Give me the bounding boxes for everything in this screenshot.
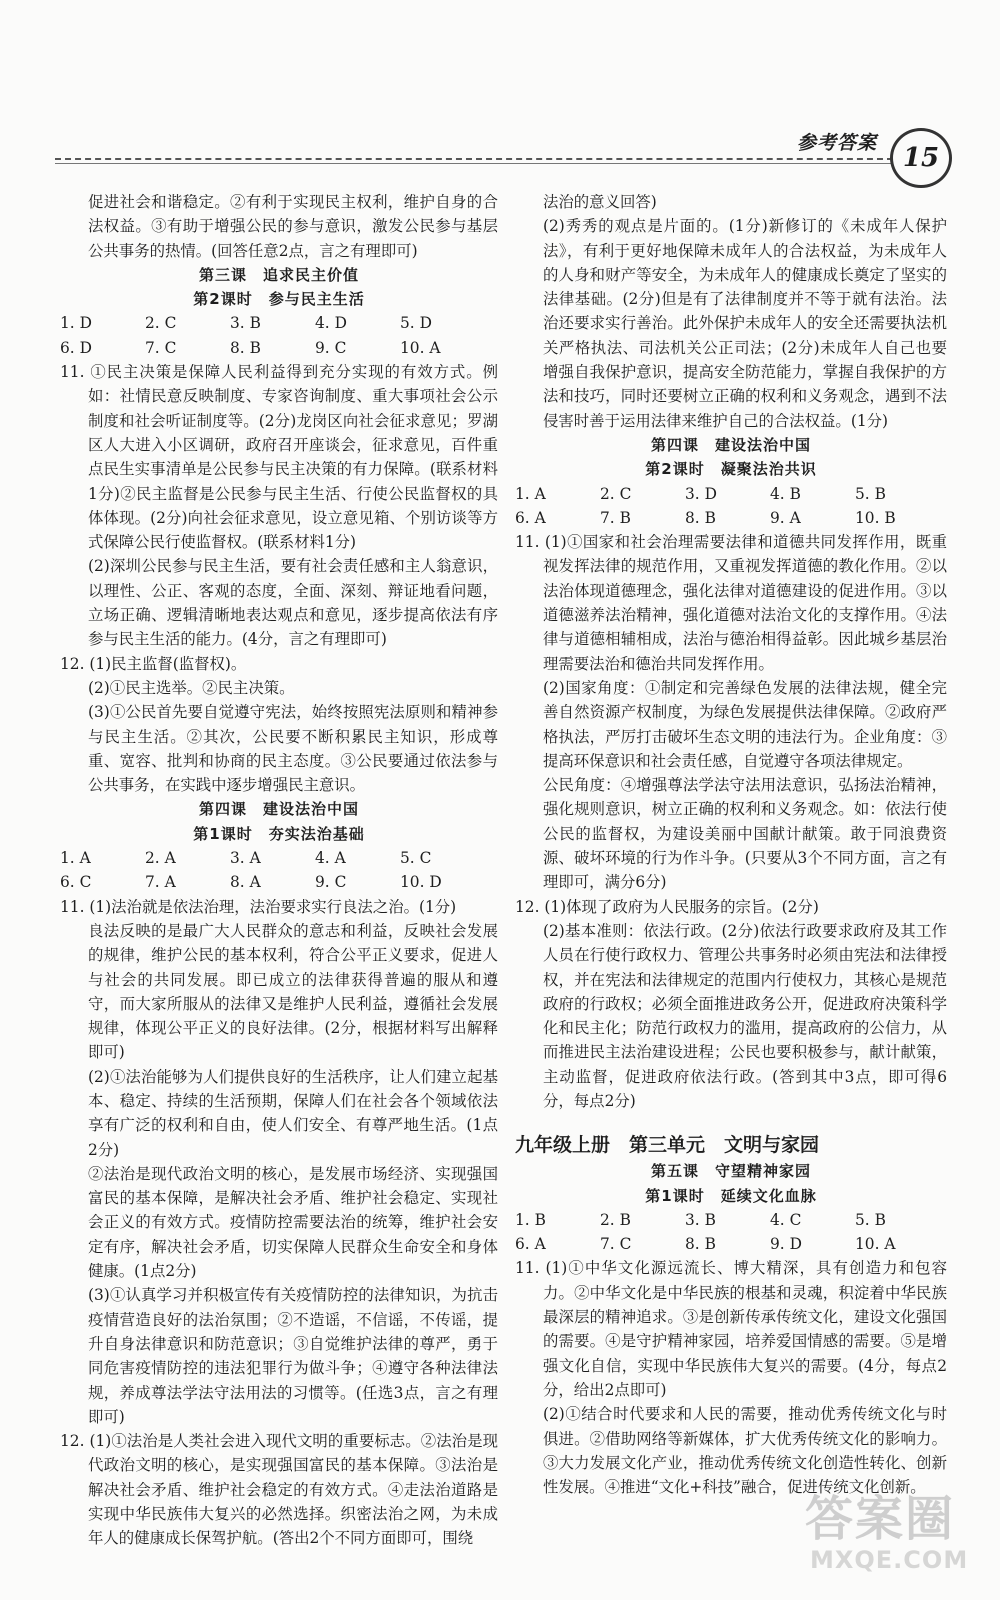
- answer-paragraph: 公民角度：④增强尊法学法守法用法意识，弘扬法治精神，强化规则意识，树立正确的权利和义务观念。如：依法行使公民的监督权，为建设美丽中国献计献策。敢于同浪费资源、破坏环境的行为作斗争。(只要从3个不同方面，言之有理即可，满分6分): [543, 776, 947, 892]
- answer: 10. D: [400, 873, 442, 892]
- answer-row: [60, 336, 498, 360]
- answer-row: [515, 1208, 947, 1232]
- watermark-brand: 答案圈: [805, 1491, 956, 1547]
- answer: 9. C: [315, 338, 347, 357]
- answer: 1. A: [515, 484, 546, 503]
- header-title: 参考答案: [797, 132, 878, 154]
- period-heading: 第2课时 参与民主生活: [193, 290, 365, 309]
- answer: 6. A: [515, 1235, 546, 1254]
- answer: 3. A: [230, 849, 261, 868]
- answer: 7. C: [600, 1235, 632, 1254]
- answer: 8. B: [685, 1235, 716, 1254]
- answer-paragraph: (2)秀秀的观点是片面的。(1分)新修订的《未成年人保护法》，有利于更好地保障未成年人的合法权益，为未成年人的人身和财产等安全，为未成年人的健康成长奠定了坚实的法律基础。(2分)但是有了法律制度并不等于就有法治。法治还要求实行善治。此外保护未成年人的安全还需要执法机关严格执法、司法机关公正司法；(2分)未成年人自己也要增强自我保护意识，提高安全防范能力，掌握自我保护的方法和技巧，同时还要树立正确的权利和义务观念，遇到不法侵害时善于运用法律来维护自己的合法权益。(1分): [543, 217, 947, 430]
- page-number: 15: [902, 143, 940, 173]
- answer: 5. D: [400, 314, 432, 333]
- answer: 1. D: [60, 314, 92, 333]
- answer: 7. C: [145, 338, 177, 357]
- answer: 3. B: [230, 314, 261, 333]
- answer-paragraph: (2)深圳公民参与民主生活，要有社会责任感和主人翁意识，以理性、公正、客观的态度，全面、深刻、辩证地看问题，立场正确、逻辑清晰地表达观点和意见，逐步提高依法有序参与民主生活的能力。(4分，言之有理即可): [88, 557, 498, 649]
- period-heading: 第1课时 夯实法治基础: [193, 824, 365, 843]
- answer: 2. C: [600, 484, 632, 503]
- answer: 9. A: [770, 508, 801, 527]
- answer: 4. C: [770, 1210, 802, 1229]
- page-number-badge: [890, 128, 952, 188]
- answer-paragraph: 11. (1)①中华文化源远流长、博大精深，具有创造力和包容力。②中华文化是中华民族的根基和灵魂，积淀着中华民族最深层的精神追求。③是创新传承传统文化，建设文化强国的需要。④是守护精神家园，培养爱国情感的需要。⑤是增强文化自信，实现中华民族伟大复兴的需要。(4分，每点2分，给出2点即可): [515, 1259, 947, 1399]
- header-dashed-rule: [55, 158, 893, 160]
- lesson-heading: 第四课 建设法治中国: [198, 800, 359, 819]
- lesson-heading: 第三课 追求民主价值: [198, 265, 359, 284]
- answer-paragraph: (2)①结合时代要求和人民的需要，推动优秀传统文化与时俱进。②借助网络等新媒体，扩大优秀传统文化的影响力。③大力发展文化产业，推动优秀传统文化创造性转化、创新性发展。④推进“文化+科技”融合，促进传统文化创新。: [543, 1405, 947, 1497]
- header-rule: [55, 163, 893, 164]
- answer-paragraph: (2)国家角度：①制定和完善绿色发展的法律法规，健全完善自然资源产权制度，为绿色发展提供法律保障。②政府严格执法，严厉打击破坏生态文明的违法行为。企业角度：③提高环保意识和社会责任感，自觉遵守各项法律规定。: [543, 678, 947, 770]
- answer-row: [60, 846, 498, 870]
- period-heading: 第1课时 延续文化血脉: [645, 1186, 817, 1205]
- answer-row: [60, 870, 498, 894]
- answer-paragraph: (2)基本准则：依法行政。(2分)依法行政要求政府及其工作人员在行使行政权力、管理公共事务时必须由宪法和法律授权，并在宪法和法律规定的范围内行使权力，其核心是规范政府的行政权；必须全面推进政务公开，促进政府决策科学化和民主化；防范行政权力的滥用，提高政府的公信力，从而推进民主法治建设进程；公民也要积极参与，献计献策，主动监督，促进政府依法行政。(答到其中3点，即可得6分，每点2分): [543, 921, 947, 1110]
- answer: 8. A: [230, 873, 261, 892]
- paragraph: 促进社会和谐稳定。②有利于实现民主权利，维护自身的合法权益。③有助于增强公民的参与意识，激发公民参与基层公共事务的热情。(回答任意2点，言之有理即可): [88, 193, 498, 260]
- answer: 6. A: [515, 508, 546, 527]
- answer-row: [60, 311, 498, 335]
- answer: 10. A: [400, 338, 441, 357]
- answer-paragraph: 12. (1)体现了政府为人民服务的宗旨。(2分): [515, 897, 819, 916]
- answer-paragraph: (2)①法治能够为人们提供良好的生活秩序，让人们建立起基本、稳定、持续的生活预期，保障人们在社会各个领域依法享有广泛的权利和自由，使人们安全、有尊严地生活。(1点2分): [88, 1067, 498, 1159]
- answer: 7. B: [600, 508, 631, 527]
- answer-paragraph: (3)①公民首先要自觉遵守宪法，始终按照宪法原则和精神参与民主生活。②其次，公民要不断积累民主知识，形成尊重、宽容、批判和协商的民主态度。③公民要通过依法参与公共事务，在实践中逐步增强民主意识。: [88, 703, 498, 795]
- answer-row: [515, 506, 947, 530]
- answer-paragraph: ②法治是现代政治文明的核心，是发展市场经济、实现强国富民的基本保障，是解决社会矛盾、维护社会稳定、实现社会正义的有效方式。疫情防控需要法治的统筹，维护社会安定有序，解决社会矛盾，切实保障人民群众生命安全和身体健康。(1点2分): [88, 1164, 498, 1281]
- answer: 6. C: [60, 873, 92, 892]
- answer-paragraph: 11. ①民主决策是保障人民利益得到充分实现的有效方式。例如：社情民意反映制度、专家咨询制度、重大事项社会公示制度和社会听证制度等。(2分)龙岗区向社会征求意见；罗湖区人大进入小区调研，政府召开座谈会，征求意见，百件重点民生实事清单是公民参与民主决策的有力保障。(联系材料1分)②民主监督是公民参与民主生活、行使公民监督权的具体体现。(2分)向社会征求意见，设立意见箱、个别访谈等方式保障公民行使监督权。(联系材料1分): [60, 363, 498, 552]
- answer-paragraph: 12. (1)①法治是人类社会进入现代文明的重要标志。②法治是现代政治文明的核心，是实现强国富民的基本保障。③法治是解决社会矛盾、维护社会稳定的有效方式。④走法治道路是实现中华民族伟大复兴的必然选择。织密法治之网，为未成年人的健康成长保驾护航。(答出2个不同方面即可，围绕: [60, 1432, 498, 1548]
- answer: 6. D: [60, 338, 92, 357]
- answer-row: [515, 1232, 947, 1256]
- answer: 2. C: [145, 314, 177, 333]
- answer-paragraph: 法治的意义回答): [543, 193, 657, 211]
- answer: 4. D: [315, 314, 347, 333]
- watermark-logo: [805, 1480, 990, 1590]
- answer: 10. B: [855, 508, 896, 527]
- right-column: [515, 190, 947, 1499]
- answer: 5. B: [855, 1210, 886, 1229]
- answer: 4. A: [315, 849, 346, 868]
- answer: 9. D: [770, 1235, 802, 1254]
- answer: 5. C: [400, 849, 432, 868]
- unit-heading: 九年级上册 第三单元 文明与家园: [515, 1134, 820, 1157]
- answer-row: [515, 482, 947, 506]
- answer: 10. A: [855, 1235, 896, 1254]
- answer: 8. B: [685, 508, 716, 527]
- answer: 7. A: [145, 873, 176, 892]
- answer-paragraph: 11. (1)法治就是依法治理，法治要求实行良法之治。(1分): [60, 897, 457, 916]
- answer: 3. D: [685, 484, 717, 503]
- answer-paragraph: 良法反映的是最广大人民群众的意志和利益，反映社会发展的规律，维护公民的基本权利，符合公平正义要求，促进人与社会的共同发展。即已成立的法律获得普遍的服从和遵守，而大家所服从的法律又是维护人民利益，遵循社会发展规律，体现公平正义的良好法律。(2分，根据材料写出解释即可): [88, 921, 498, 1062]
- answer: 5. B: [855, 484, 886, 503]
- period-heading: 第2课时 凝聚法治共识: [645, 460, 817, 479]
- lesson-heading: 第四课 建设法治中国: [650, 435, 811, 454]
- left-column: [60, 190, 498, 1551]
- answer-paragraph: 11. (1)①国家和社会治理需要法律和道德共同发挥作用，既重视发挥法律的规范作用，又重视发挥道德的教化作用。②以法治体现道德理念，强化法律对道德建设的促进作用。③以道德滋养法治精神，强化道德对法治文化的支撑作用。④法律与道德相辅相成，法治与德治相得益彰。因此城乡基层治理需要法治和德治共同发挥作用。: [515, 533, 947, 673]
- answer: 9. C: [315, 873, 347, 892]
- answer: 1. A: [60, 849, 91, 868]
- answer: 3. B: [685, 1210, 716, 1229]
- lesson-heading: 第五课 守望精神家园: [650, 1162, 811, 1181]
- answer: 2. A: [145, 849, 176, 868]
- watermark-url: MXQE.COM: [810, 1546, 969, 1574]
- answer: 8. B: [230, 338, 261, 357]
- answer-paragraph: (2)①民主选举。②民主决策。: [88, 678, 295, 697]
- answer: 2. B: [600, 1210, 631, 1229]
- answer: 1. B: [515, 1210, 546, 1229]
- answer-paragraph: (3)①认真学习并积极宣传有关疫情防控的法律知识，为抗击疫情营造良好的法治氛围；②不造谣，不信谣，不传谣，提升自身法律意识和防范意识；③自觉维护法律的尊严，勇于同危害疫情防控的违法犯罪行为做斗争；④遵守各种法律法规，养成尊法学法守法用法的习惯等。(任选3点，言之有理即可): [88, 1286, 498, 1426]
- answer-paragraph: 12. (1)民主监督(监督权)。: [60, 654, 247, 673]
- answer: 4. B: [770, 484, 801, 503]
